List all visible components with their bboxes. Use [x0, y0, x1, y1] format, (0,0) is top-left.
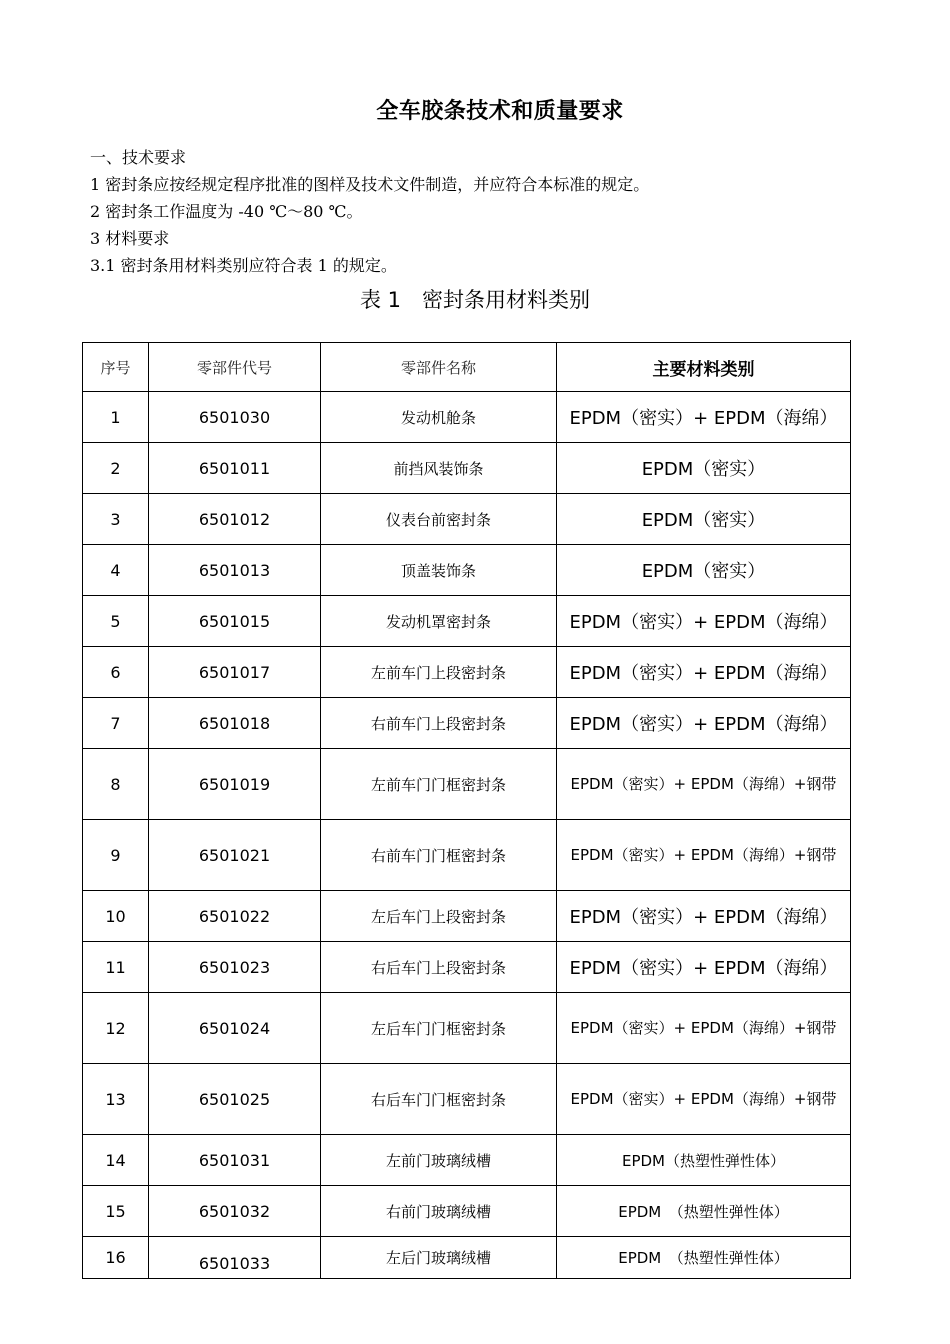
cell-part-name: 右前门玻璃绒槽 [321, 1186, 557, 1237]
cell-serial-no: 6 [83, 647, 149, 698]
table-row [83, 942, 851, 993]
cell-serial-no: 8 [83, 749, 149, 820]
cell-part-code: 6501011 [149, 443, 321, 494]
cell-serial-no: 10 [83, 891, 149, 942]
header-part-name: 零部件名称 [321, 343, 557, 392]
cell-serial-no: 3 [83, 494, 149, 545]
cell-serial-no: 14 [83, 1135, 149, 1186]
cell-part-name: 左前车门门框密封条 [321, 749, 557, 820]
cell-serial-no: 2 [83, 443, 149, 494]
table-row [83, 820, 851, 891]
cell-material: EPDM（密实） [557, 545, 851, 596]
cell-part-code: 6501033 [149, 1237, 321, 1279]
cell-material: EPDM（密实）+ EPDM（海绵）+钢带 [557, 820, 851, 891]
cell-material: EPDM（密实）+ EPDM（海绵） [557, 942, 851, 993]
cell-part-name: 左后车门门框密封条 [321, 993, 557, 1064]
table-row [83, 993, 851, 1064]
cell-material: EPDM（密实）+ EPDM（海绵）+钢带 [557, 749, 851, 820]
cell-part-name: 左前门玻璃绒槽 [321, 1135, 557, 1186]
cell-material: EPDM（密实）+ EPDM（海绵）+钢带 [557, 1064, 851, 1135]
cell-part-code: 6501030 [149, 392, 321, 443]
cell-part-code: 6501021 [149, 820, 321, 891]
page-title: 全车胶条技术和质量要求 [376, 99, 624, 124]
cell-material: EPDM （热塑性弹性体） [557, 1237, 851, 1279]
cell-material: EPDM（密实） [557, 443, 851, 494]
cell-part-name: 左后门玻璃绒槽 [321, 1237, 557, 1279]
body-text [90, 144, 910, 279]
cell-part-code: 6501012 [149, 494, 321, 545]
table-row [83, 1064, 851, 1135]
cell-material: EPDM（密实）+ EPDM（海绵）+钢带 [557, 993, 851, 1064]
table-row [83, 749, 851, 820]
cell-part-name: 顶盖装饰条 [321, 545, 557, 596]
cell-part-name: 发动机罩密封条 [321, 596, 557, 647]
cell-part-code: 6501025 [149, 1064, 321, 1135]
table-row [83, 1237, 851, 1279]
paragraph: 2 密封条工作温度为 -40 ℃～80 ℃。 [90, 202, 363, 221]
cell-material: EPDM（密实）+ EPDM（海绵） [557, 647, 851, 698]
table-row [83, 891, 851, 942]
paragraph: 3 材料要求 [90, 229, 170, 248]
table-row [83, 1135, 851, 1186]
cell-part-code: 6501024 [149, 993, 321, 1064]
cell-part-code: 6501018 [149, 698, 321, 749]
table-row [83, 647, 851, 698]
table-row [83, 545, 851, 596]
cell-serial-no: 7 [83, 698, 149, 749]
cell-part-name: 仪表台前密封条 [321, 494, 557, 545]
cell-material: EPDM （热塑性弹性体） [557, 1186, 851, 1237]
header-part-code: 零部件代号 [149, 343, 321, 392]
cell-material: EPDM（密实）+ EPDM（海绵） [557, 698, 851, 749]
cell-serial-no: 4 [83, 545, 149, 596]
cell-serial-no: 5 [83, 596, 149, 647]
cell-material: EPDM（密实） [557, 494, 851, 545]
cell-part-name: 右后车门门框密封条 [321, 1064, 557, 1135]
cell-part-name: 发动机舱条 [321, 392, 557, 443]
cell-serial-no: 15 [83, 1186, 149, 1237]
cell-part-name: 右前车门上段密封条 [321, 698, 557, 749]
cell-part-name: 右前车门门框密封条 [321, 820, 557, 891]
header-serial-no: 序号 [83, 343, 149, 392]
cell-part-code: 6501015 [149, 596, 321, 647]
paragraph: 3.1 密封条用材料类别应符合表 1 的规定。 [90, 256, 397, 275]
cell-serial-no: 9 [83, 820, 149, 891]
cell-material: EPDM（密实）+ EPDM（海绵） [557, 891, 851, 942]
table-row [83, 596, 851, 647]
table-row [83, 1186, 851, 1237]
table-row [83, 443, 851, 494]
cell-part-code: 6501022 [149, 891, 321, 942]
cell-material: EPDM（密实）+ EPDM（海绵） [557, 392, 851, 443]
cell-part-name: 左前车门上段密封条 [321, 647, 557, 698]
table-row [83, 494, 851, 545]
section-heading: 一、技术要求 [90, 148, 187, 167]
cell-part-name: 右后车门上段密封条 [321, 942, 557, 993]
cell-part-name: 左后车门上段密封条 [321, 891, 557, 942]
paragraph: 1 密封条应按经规定程序批准的图样及技术文件制造，并应符合本标准的规定。 [90, 175, 650, 194]
cell-serial-no: 13 [83, 1064, 149, 1135]
cell-part-code: 6501013 [149, 545, 321, 596]
cell-serial-no: 12 [83, 993, 149, 1064]
table-row [83, 392, 851, 443]
cell-serial-no: 11 [83, 942, 149, 993]
cell-part-name: 前挡风装饰条 [321, 443, 557, 494]
table-row [83, 698, 851, 749]
cell-serial-no: 1 [83, 392, 149, 443]
materials-table [82, 342, 851, 1279]
cell-part-code: 6501032 [149, 1186, 321, 1237]
materials-table-container [82, 342, 851, 1279]
table-right-border [850, 340, 851, 1276]
cell-part-code: 6501023 [149, 942, 321, 993]
cell-serial-no: 16 [83, 1237, 149, 1279]
cell-material: EPDM（热塑性弹性体） [557, 1135, 851, 1186]
cell-part-code: 6501017 [149, 647, 321, 698]
table-header-row [83, 343, 851, 392]
cell-part-code: 6501031 [149, 1135, 321, 1186]
table-caption: 表 1 密封条用材料类别 [359, 288, 591, 312]
cell-material: EPDM（密实）+ EPDM（海绵） [557, 596, 851, 647]
header-material: 主要材料类别 [557, 343, 851, 392]
cell-part-code: 6501019 [149, 749, 321, 820]
